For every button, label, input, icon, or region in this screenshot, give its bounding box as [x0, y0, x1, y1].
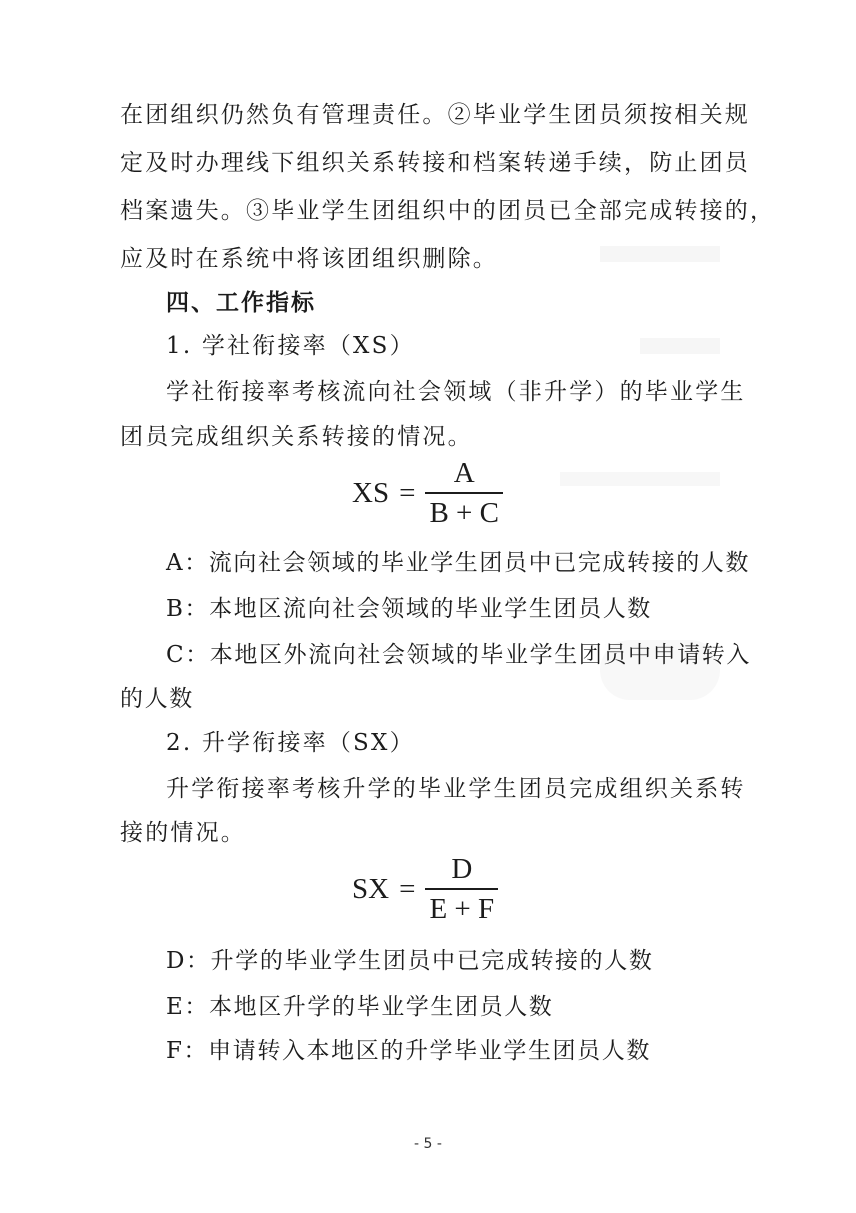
sx-definition-f: F：申请转入本地区的升学毕业学生团员人数: [166, 1038, 651, 1064]
subsection-title-sx: 2. 升学衔接率（SX）: [166, 730, 415, 756]
paragraph-line: 在团组织仍然负有管理责任。②毕业学生团员须按相关规: [120, 102, 750, 128]
sx-definition-d: D：升学的毕业学生团员中已完成转接的人数: [166, 948, 654, 974]
xs-definition-a: A：流向社会领域的毕业学生团员中已完成转接的人数: [166, 550, 751, 576]
subsection-title-xs: 1. 学社衔接率（XS）: [166, 333, 415, 359]
xs-definition-b: B：本地区流向社会领域的毕业学生团员人数: [166, 596, 652, 622]
formula-fraction: [425, 852, 498, 926]
paragraph-line: 档案遗失。③毕业学生团组织中的团员已全部完成转接的，: [120, 198, 776, 224]
formula-equals: =: [399, 872, 416, 905]
formula-numerator: D: [451, 853, 473, 885]
formula-numerator: A: [453, 457, 475, 489]
sx-definition-e: E：本地区升学的毕业学生团员人数: [166, 994, 554, 1020]
sx-formula: [352, 852, 498, 926]
sx-description-line: 接的情况。: [120, 820, 246, 846]
xs-formula: [352, 456, 503, 530]
xs-definition-c-continued: 的人数: [120, 686, 194, 712]
section-heading: 四、工作指标: [166, 290, 316, 316]
xs-description-line: 学社衔接率考核流向社会领域（非升学）的毕业学生: [166, 379, 746, 405]
formula-lhs: XS: [352, 476, 390, 509]
bleed-through-mark: [560, 472, 720, 486]
formula-equals: =: [399, 476, 416, 509]
xs-definition-c: C：本地区外流向社会领域的毕业学生团员中申请转入: [166, 642, 751, 668]
formula-denominator: E + F: [429, 893, 495, 925]
xs-description-line: 团员完成组织关系转接的情况。: [120, 424, 473, 450]
sx-description-line: 升学衔接率考核升学的毕业学生团员完成组织关系转: [166, 776, 746, 802]
paragraph-line: 应及时在系统中将该团组织删除。: [120, 246, 498, 272]
formula-fraction: [425, 456, 503, 530]
paragraph-line: 定及时办理线下组织关系转接和档案转递手续，防止团员: [120, 150, 750, 176]
formula-denominator: B + C: [429, 497, 499, 529]
page-number: - 5 -: [414, 1136, 442, 1152]
formula-lhs: SX: [352, 872, 390, 905]
